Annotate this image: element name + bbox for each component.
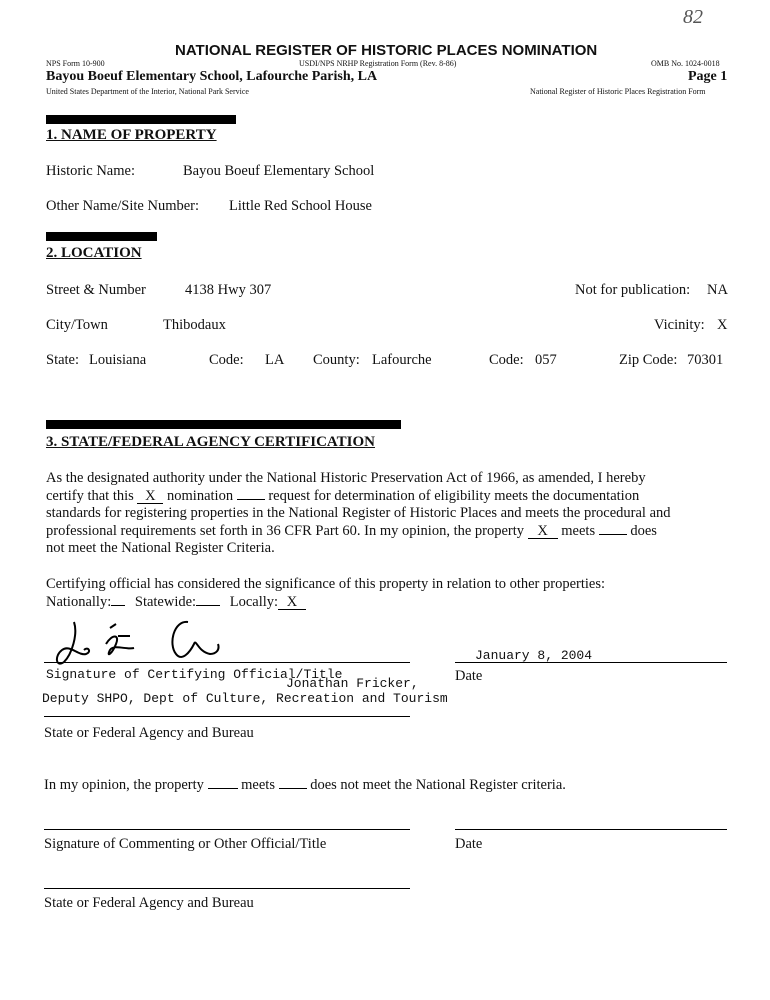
not-for-publication-value: NA (707, 282, 728, 298)
commenting-date-label: Date (455, 836, 483, 852)
section-1-heading: 1. NAME OF PROPERTY (46, 127, 217, 143)
commenting-signature-label: Signature of Commenting or Other Official/Title (44, 836, 327, 852)
other-name-label: Other Name/Site Number: (46, 198, 200, 214)
certification-paragraph (46, 470, 726, 558)
historic-name-value: Bayou Boeuf Elementary School (183, 163, 375, 179)
certifying-signature-line (44, 662, 410, 663)
agency-2-line (44, 888, 410, 889)
locally-label: Locally: (229, 593, 279, 610)
significance-paragraph (46, 576, 726, 611)
agency-2-label: State or Federal Agency and Bureau (44, 895, 254, 911)
opinion-text: meets (241, 777, 275, 793)
county-value: Lafourche (372, 352, 432, 368)
opinion-line (44, 777, 566, 794)
cert-text: certify that this (46, 487, 134, 504)
agency-line (44, 716, 410, 717)
cert-line-5: not meet the National Register Criteria. (46, 540, 275, 557)
opinion-text: In my opinion, the property (44, 777, 204, 793)
nomination-mark: X (137, 489, 163, 504)
nps-form-number: NPS Form 10-900 (46, 59, 105, 68)
state-value: Louisiana (89, 352, 147, 368)
city-value: Thibodaux (163, 317, 226, 333)
usdi-form-number: USDI/NPS NRHP Registration Form (Rev. 8-86) (299, 59, 457, 68)
agency-label: State or Federal Agency and Bureau (44, 725, 254, 741)
state-label: State: (46, 352, 80, 368)
nationally-blank (111, 605, 125, 606)
city-label: City/Town (46, 317, 108, 333)
signer-title: Deputy SHPO, Dept of Culture, Recreation and Tourism (42, 691, 448, 706)
zip-label: Zip Code: (619, 352, 678, 368)
opinion-meets-blank (208, 788, 238, 789)
statewide-blank (196, 605, 220, 606)
locally-mark: X (278, 595, 306, 610)
section-2-bar (46, 232, 157, 241)
section-3-bar (46, 420, 401, 429)
state-code-value: LA (265, 352, 285, 368)
signer-name: Jonathan Fricker, (286, 676, 419, 691)
cert-text: does (630, 522, 657, 539)
cert-text: professional requirements set forth in 36 CFR Part 60. In my opinion, the property (46, 522, 525, 539)
opinion-text: does not meet the National Register criteria. (310, 777, 566, 793)
cert-text: meets (561, 522, 596, 539)
cert-line-3: standards for registering properties in the National Register of Historic Places and meets the procedural and (46, 505, 671, 522)
certifying-date-value: January 8, 2004 (475, 648, 593, 663)
street-label: Street & Number (46, 282, 146, 298)
vicinity-label: Vicinity: (654, 317, 705, 333)
form-title: NATIONAL REGISTER OF HISTORIC PLACES NOMINATION (175, 42, 598, 59)
certifying-date-label: Date (455, 668, 483, 684)
request-blank (237, 499, 265, 500)
cert-line-2 (46, 488, 726, 506)
other-name-value: Little Red School House (229, 198, 372, 214)
commenting-signature-line (44, 829, 410, 830)
meets-mark: X (528, 524, 558, 539)
cert-line-1: As the designated authority under the National Historic Preservation Act of 1966, as amended, I hereby (46, 470, 646, 486)
section-2-heading: 2. LOCATION (46, 245, 142, 261)
cert-line-4 (46, 523, 726, 541)
department-line: United States Department of the Interior, National Park Service (46, 87, 249, 96)
page-number: Page 1 (688, 69, 728, 84)
significance-line: Certifying official has considered the significance of this property in relation to other properties: (46, 576, 606, 592)
county-code-label: Code: (489, 352, 524, 368)
commenting-date-line (455, 829, 727, 830)
section-3-heading: 3. STATE/FEDERAL AGENCY CERTIFICATION (46, 434, 375, 450)
county-code-value: 057 (535, 352, 557, 368)
section-1-bar (46, 115, 236, 124)
omb-number: OMB No. 1024-0018 (651, 59, 720, 68)
street-value: 4138 Hwy 307 (185, 282, 272, 298)
cert-text: nomination (167, 487, 234, 504)
does-not-meet-blank (599, 534, 627, 535)
property-title: Bayou Boeuf Elementary School, Lafourche Parish, LA (46, 69, 378, 84)
signature-image (50, 614, 220, 674)
statewide-label: Statewide: (134, 593, 197, 610)
level-line (46, 594, 726, 612)
state-code-label: Code: (209, 352, 244, 368)
opinion-not-meet-blank (279, 788, 307, 789)
signature-label: Signature of Certifying Official/Title (46, 667, 343, 682)
cert-text: request for determination of eligibility meets the documentation (268, 487, 640, 504)
nationally-label: Nationally: (46, 593, 112, 610)
county-label: County: (313, 352, 360, 368)
registration-form-line: National Register of Historic Places Registration Form (530, 87, 706, 96)
zip-value: 70301 (687, 352, 724, 368)
page-mark: 82 (683, 6, 703, 28)
vicinity-value: X (717, 317, 728, 333)
not-for-publication-label: Not for publication: (575, 282, 691, 298)
historic-name-label: Historic Name: (46, 163, 135, 179)
